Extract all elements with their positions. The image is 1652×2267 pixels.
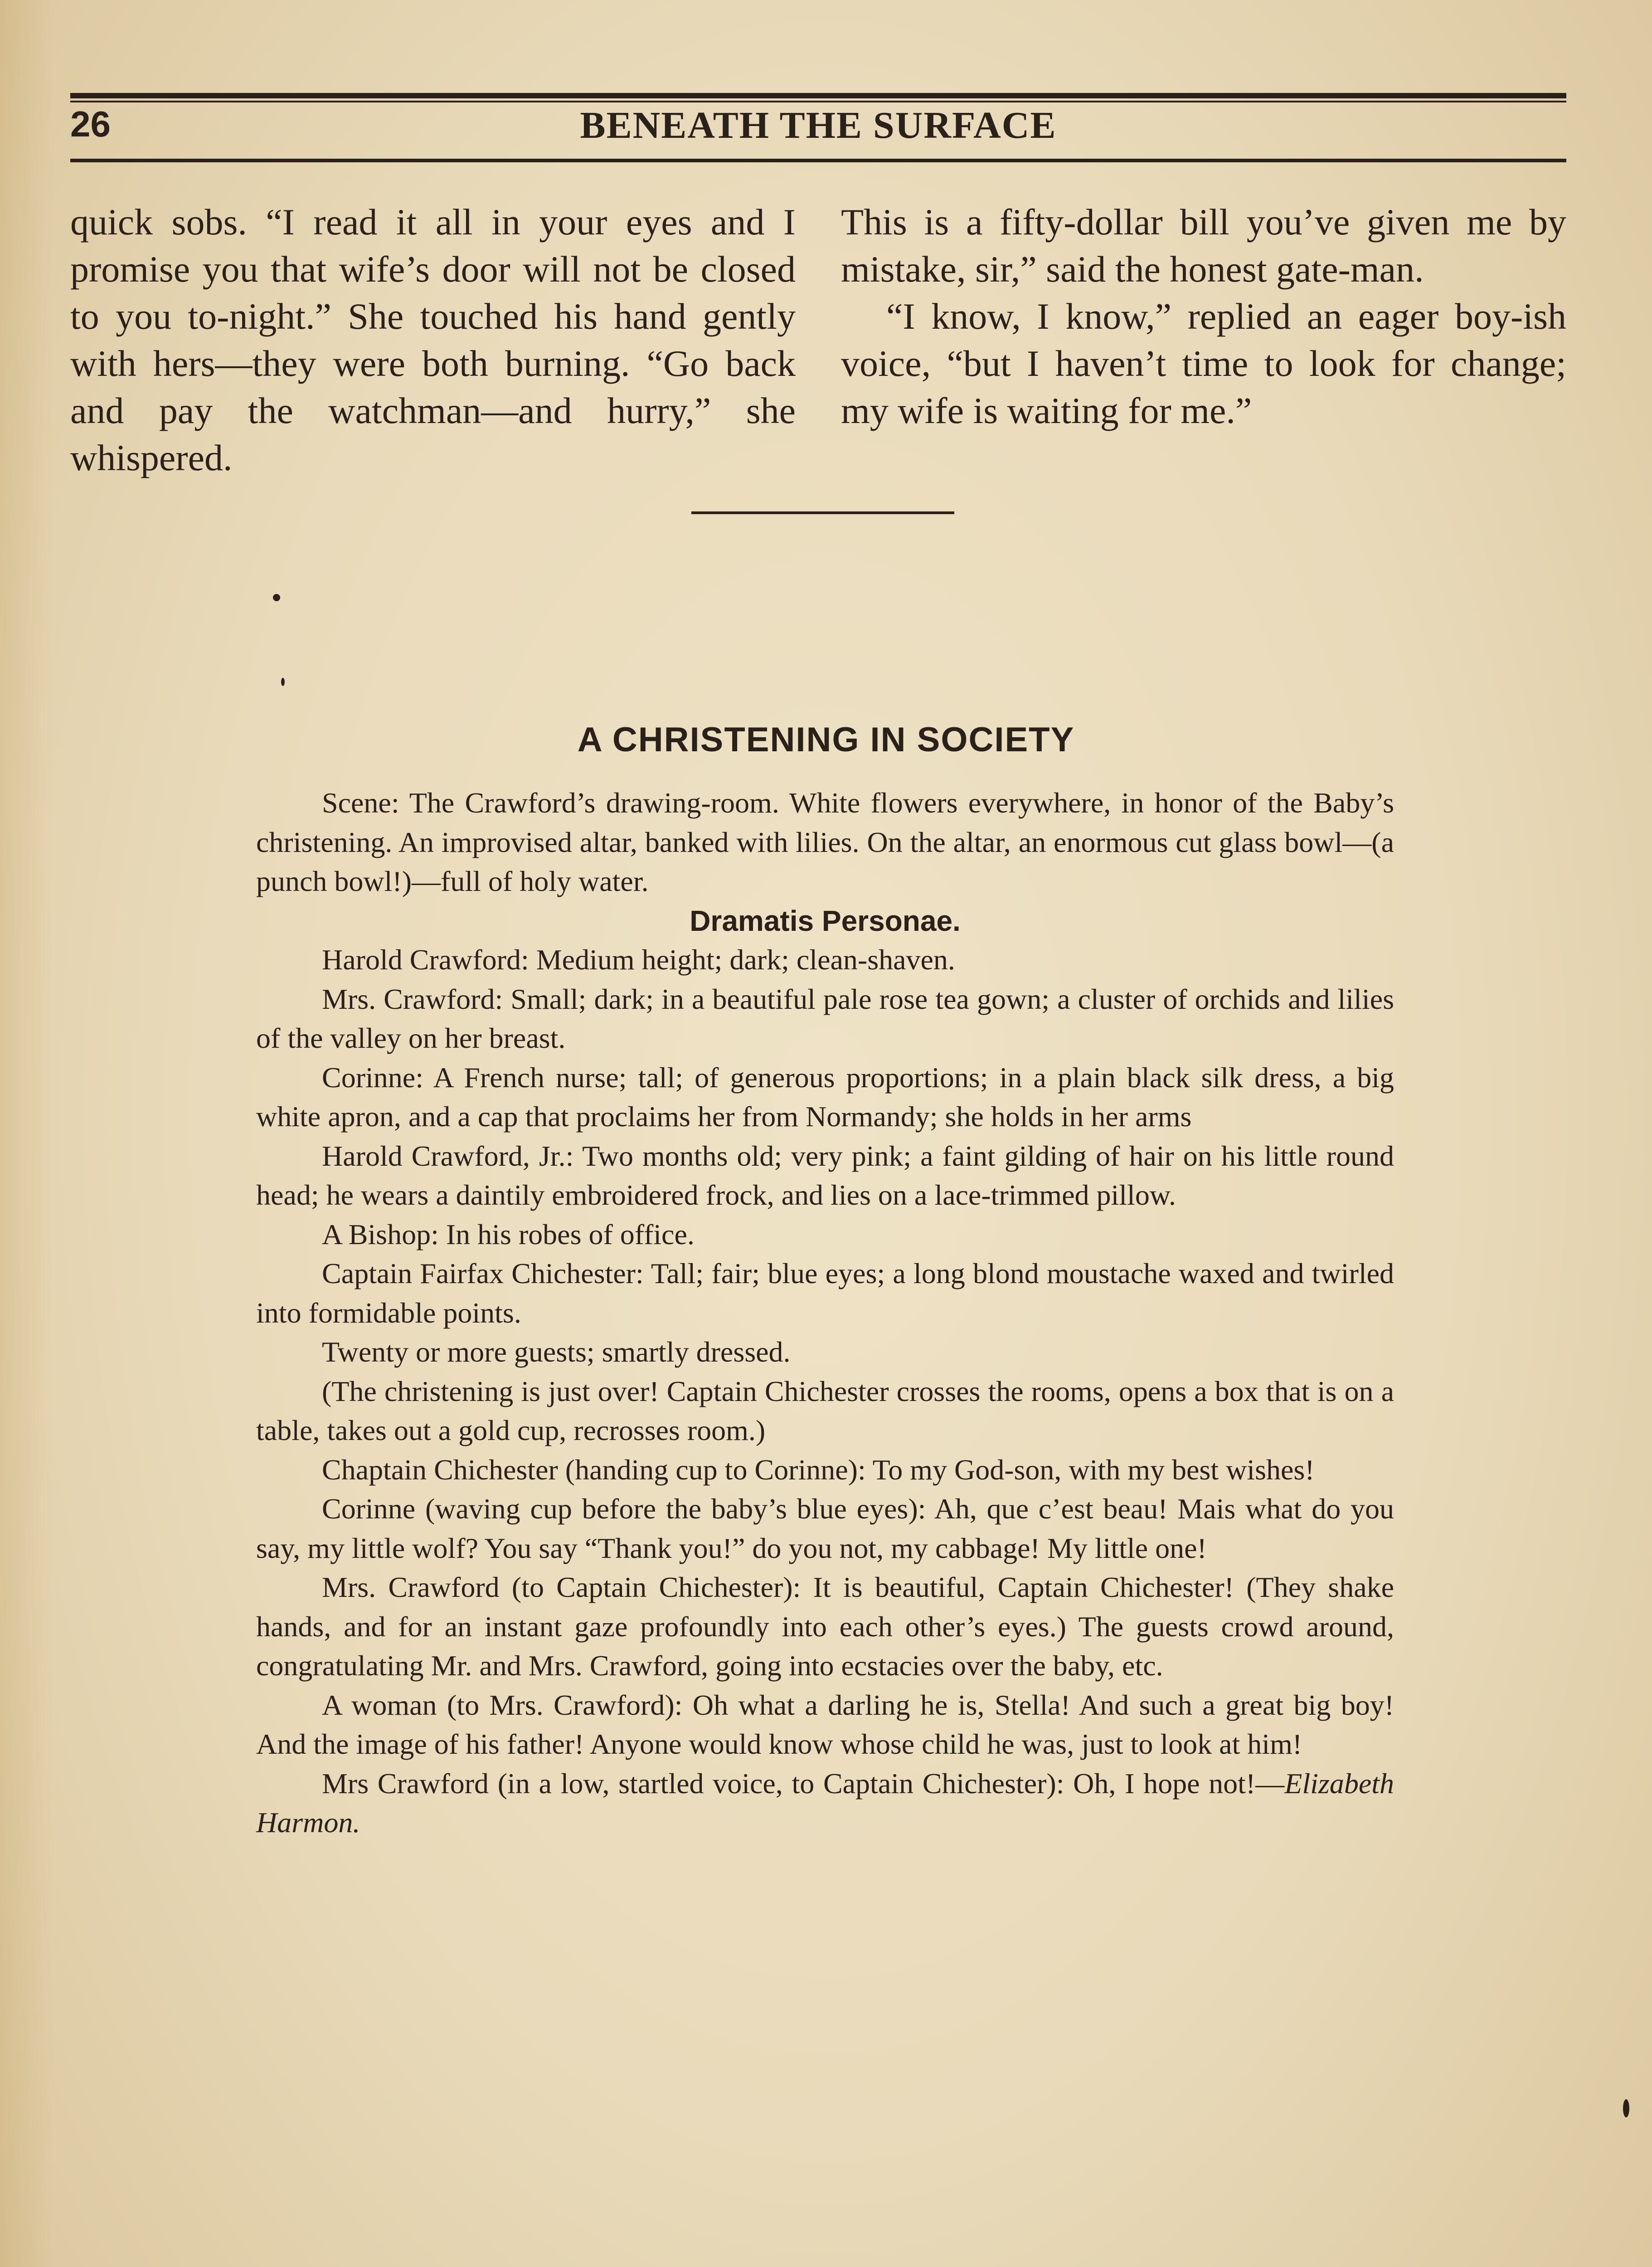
paragraph: A woman (to Mrs. Crawford): Oh what a darling he is, Stella! And such a great big boy! And the image of his father! Anyone would know whose child he was, just to look at him! bbox=[256, 1688, 1394, 1760]
section-divider bbox=[691, 511, 954, 514]
paragraph: A Bishop: In his robes of office. bbox=[322, 1218, 695, 1250]
paragraph: “I know, I know,” replied an eager boy-ish voice, “but I haven’t time to look for change; my wife is waiting for me.” bbox=[841, 296, 1566, 431]
header-top-thin-rule bbox=[70, 101, 1566, 102]
paragraph: Harold Crawford: Medium height; dark; clean-shaven. bbox=[322, 944, 955, 976]
paragraph: Corinne (waving cup before the baby’s blue eyes): Ah, que c’est beau! Mais what do you say, my little wolf? You say “Thank you!” do you not, my cabbage! My little one! bbox=[256, 1493, 1394, 1564]
paragraph: quick sobs. “I read it all in your eyes and I promise you that wife’s door will not be closed to you to-night.” She touched his hand gently with hers—they were both burning. “Go back and pay the watchman—and hurry,” she whispered. bbox=[70, 201, 796, 478]
page-number: 26 bbox=[70, 104, 111, 144]
author-signature: Elizabeth Harmon. bbox=[256, 1767, 1394, 1839]
ink-speck bbox=[1623, 2099, 1629, 2117]
previous-story-right-column bbox=[841, 199, 1566, 434]
story-body bbox=[256, 783, 1394, 1843]
ink-speck bbox=[273, 594, 280, 601]
header-bottom-rule bbox=[70, 159, 1566, 162]
final-paragraph bbox=[256, 1764, 1394, 1843]
paragraph: This is a fifty-dollar bill you’ve given me by mistake, sir,” said the honest gate-man. bbox=[841, 201, 1566, 290]
paragraph: Captain Fairfax Chichester: Tall; fair; blue eyes; a long blond moustache waxed and twirled into formidable points. bbox=[256, 1257, 1394, 1329]
ink-speck bbox=[281, 678, 285, 686]
scene-paragraph: Scene: The Crawford’s drawing-room. White flowers everywhere, in honor of the Baby’s christening. An improvised altar, banked with lilies. On the altar, an enormous cut glass bowl—(a punch bowl!)—full of holy water. bbox=[256, 787, 1394, 897]
paragraph: (The christening is just over! Captain Chichester crosses the rooms, opens a box that is on a table, takes out a gold cup, recrosses room.) bbox=[256, 1375, 1394, 1446]
paragraph: Corinne: A French nurse; tall; of generous proportions; in a plain black silk dress, a big white apron, and a cap that proclaims her from Normandy; she holds in her arms bbox=[256, 1061, 1394, 1133]
paragraph: Mrs. Crawford: Small; dark; in a beautiful pale rose tea gown; a cluster of orchids and lilies of the valley on her breast. bbox=[256, 983, 1394, 1054]
previous-story-left-column bbox=[70, 199, 796, 482]
paragraph: Twenty or more guests; smartly dressed. bbox=[322, 1336, 791, 1368]
paragraph-text: Mrs Crawford (in a low, startled voice, to Captain Chichester): Oh, I hope not!— bbox=[322, 1767, 1285, 1800]
story-title: A CHRISTENING IN SOCIETY bbox=[577, 720, 1075, 759]
dramatis-personae-heading: Dramatis Personae. bbox=[690, 904, 961, 937]
header-top-rule bbox=[70, 93, 1566, 98]
paragraph: Chaptain Chichester (handing cup to Corinne): To my God-son, with my best wishes! bbox=[322, 1453, 1315, 1486]
paragraph: Mrs. Crawford (to Captain Chichester): It is beautiful, Captain Chichester! (They shake hands, and for an instant gaze profoundly into each other’s eyes.) The guests crowd around, congratulating Mr. and Mrs. Crawford, going into ecstacies over the baby, etc. bbox=[256, 1571, 1394, 1682]
paragraph: Harold Crawford, Jr.: Two months old; very pink; a faint gilding of hair on his little round head; he wears a daintily embroidered frock, and lies on a lace-trimmed pillow. bbox=[256, 1139, 1394, 1211]
running-title: BENEATH THE SURFACE bbox=[580, 104, 1057, 146]
